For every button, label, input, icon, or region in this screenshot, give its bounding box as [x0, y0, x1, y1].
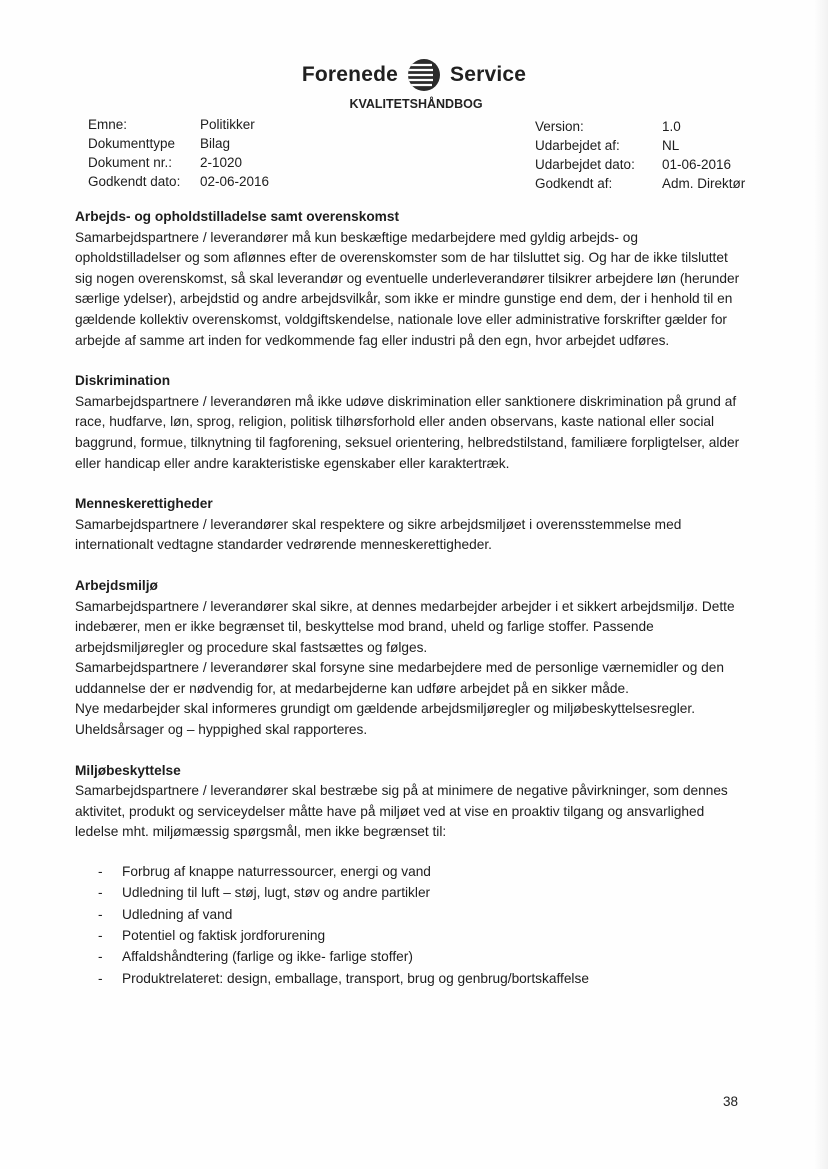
list-item — [75, 904, 745, 925]
paragraph: Uheldsårsager og – hyppighed skal rapporteres. — [75, 722, 368, 738]
meta-value: 2-1020 — [200, 155, 243, 170]
list-bullet: - — [98, 927, 103, 943]
meta-value: 1.0 — [662, 119, 681, 134]
section-miljobeskyttelse — [75, 761, 745, 989]
section-heading: Diskrimination — [75, 373, 171, 389]
list-item-text: Affaldshåndtering (farlige og ikke- farlige stoffer) — [122, 949, 413, 965]
list-item — [75, 882, 745, 903]
meta-right — [535, 117, 745, 193]
meta-row — [88, 115, 269, 134]
section-heading: Miljøbeskyttelse — [75, 762, 181, 778]
list-bullet: - — [98, 906, 103, 922]
meta-left — [88, 115, 269, 191]
logo-text-left: Forenede — [301, 63, 398, 86]
meta-key: Emne: — [88, 117, 128, 132]
meta-key: Udarbejdet af: — [535, 138, 620, 153]
paragraph: Samarbejdspartnere / leverandøren må ikke udøve diskrimination eller sanktionere diskrimination på grund af race, hudfarve, løn, sprog, religion, politisk tilhørsforhold eller anden observans, kaste national eller social baggrund, formue, tilknytning til fagforening, seksuel orientering, helbredstilstand, familiære forpligtelser, alder eller handicap eller andre karakteristiske egenskaber eller karaktertræk. — [75, 393, 740, 471]
meta-key: Godkendt af: — [535, 176, 613, 191]
paragraph: Samarbejdspartnere / leverandører skal respektere og sikre arbejdsmiljøet i overensstemmelse med internationalt vedtagne standarder vedrørende menneskerettigheder. — [75, 516, 682, 553]
document-body — [75, 207, 745, 1009]
section-diskrimination — [75, 371, 745, 474]
meta-row — [535, 174, 745, 193]
meta-row — [535, 136, 745, 155]
list-item — [75, 925, 745, 946]
globe-icon — [406, 57, 442, 93]
list-bullet: - — [98, 864, 103, 880]
meta-value: 01-06-2016 — [662, 157, 732, 172]
meta-value: Politikker — [200, 117, 255, 132]
list-item — [75, 946, 745, 967]
meta-row — [88, 172, 269, 191]
meta-key: Version: — [535, 119, 584, 134]
meta-row — [88, 134, 269, 153]
list-item-text: Udledning af vand — [122, 906, 233, 922]
list-item-text: Forbrug af knappe naturressourcer, energi og vand — [122, 864, 431, 880]
meta-row — [535, 117, 745, 136]
list-item — [75, 968, 745, 989]
impact-list — [75, 861, 745, 989]
meta-key: Dokument nr.: — [88, 155, 173, 170]
paragraph: Samarbejdspartnere / leverandører må kun beskæftige medarbejdere med gyldig arbejds- og opholdstilladelser og som aflønnes efter de overenskomster som de har tilsluttet sig. Og har de ikke tilsluttet sig nogen overenskomst, så skal leverandør og eventuelle underleverandører tilsikrer arbejdere løn (herunder særlige ydelser), arbejdstid og andre arbejdsvilkår, som ikke er mindre gunstige end dem, der i henhold til en gældende kollektiv overenskomst, voldgiftskendelse, nationale love eller administrative forskrifter gælder for arbejde af samme art inden for vedkommende fag eller industri på den egn, hvor arbejdet udføres. — [75, 229, 740, 348]
section-arbejdstilladelse — [75, 207, 745, 351]
page-number: 38 — [723, 1094, 739, 1109]
meta-row — [535, 155, 745, 174]
paragraph: Samarbejdspartnere / leverandører skal forsyne sine medarbejdere med de personlige værnemidler og den uddannelse der er nødvendig for, at medarbejderne kan udføre arbejdet på en sikker måde. — [75, 660, 724, 696]
document-subtitle: KVALITETSHÅNDBOG — [349, 97, 483, 111]
list-item-text: Udledning til luft – støj, lugt, støv og andre partikler — [122, 885, 431, 901]
meta-value: Bilag — [200, 136, 231, 151]
paragraph: Samarbejdspartnere / leverandører skal bestræbe sig på at minimere de negative påvirkninger, som dennes aktivitet, produkt og serviceydelser måtte have på miljøet ved at vise en proaktiv tilgang og ansvarlighed ledelse mht. miljømæssig spørgsmål, men ikke begrænset til: — [75, 783, 728, 840]
meta-key: Udarbejdet dato: — [535, 157, 635, 172]
meta-value: 02-06-2016 — [200, 174, 270, 189]
list-item-text: Produktrelateret: design, emballage, transport, brug og genbrug/bortskaffelse — [122, 970, 589, 986]
section-heading: Arbejdsmiljø — [75, 577, 158, 593]
scan-edge-shadow — [814, 0, 828, 1169]
section-menneskerettigheder — [75, 494, 745, 556]
list-item-text: Potentiel og faktisk jordforurening — [122, 927, 326, 943]
meta-value: Adm. Direktør — [662, 176, 746, 191]
section-heading: Menneskerettigheder — [75, 496, 213, 512]
company-logo — [0, 57, 828, 93]
list-bullet: - — [98, 970, 103, 986]
meta-value: NL — [662, 138, 680, 153]
section-heading: Arbejds- og opholdstilladelse samt overenskomst — [75, 209, 400, 224]
paragraph: Nye medarbejder skal informeres grundigt om gældende arbejdsmiljøregler og miljøbeskyttelsesregler. — [75, 701, 696, 717]
list-item — [75, 861, 745, 882]
meta-key: Dokumenttype — [88, 136, 176, 151]
meta-key: Godkendt dato: — [88, 174, 181, 189]
list-bullet: - — [98, 885, 103, 901]
paragraph: Samarbejdspartnere / leverandører skal sikre, at dennes medarbejder arbejder i et sikkert arbejdsmiljø. Dette indebærer, men er ikke begrænset til, beskyttelse mod brand, uheld og farlige stoffer. Passende arbejdsmiljøregler og procedure skal fastsættes og følges. — [75, 598, 735, 655]
meta-row — [88, 153, 269, 172]
list-bullet: - — [98, 949, 103, 965]
logo-text-right: Service — [449, 63, 527, 86]
section-arbejdsmiljo — [75, 576, 745, 741]
